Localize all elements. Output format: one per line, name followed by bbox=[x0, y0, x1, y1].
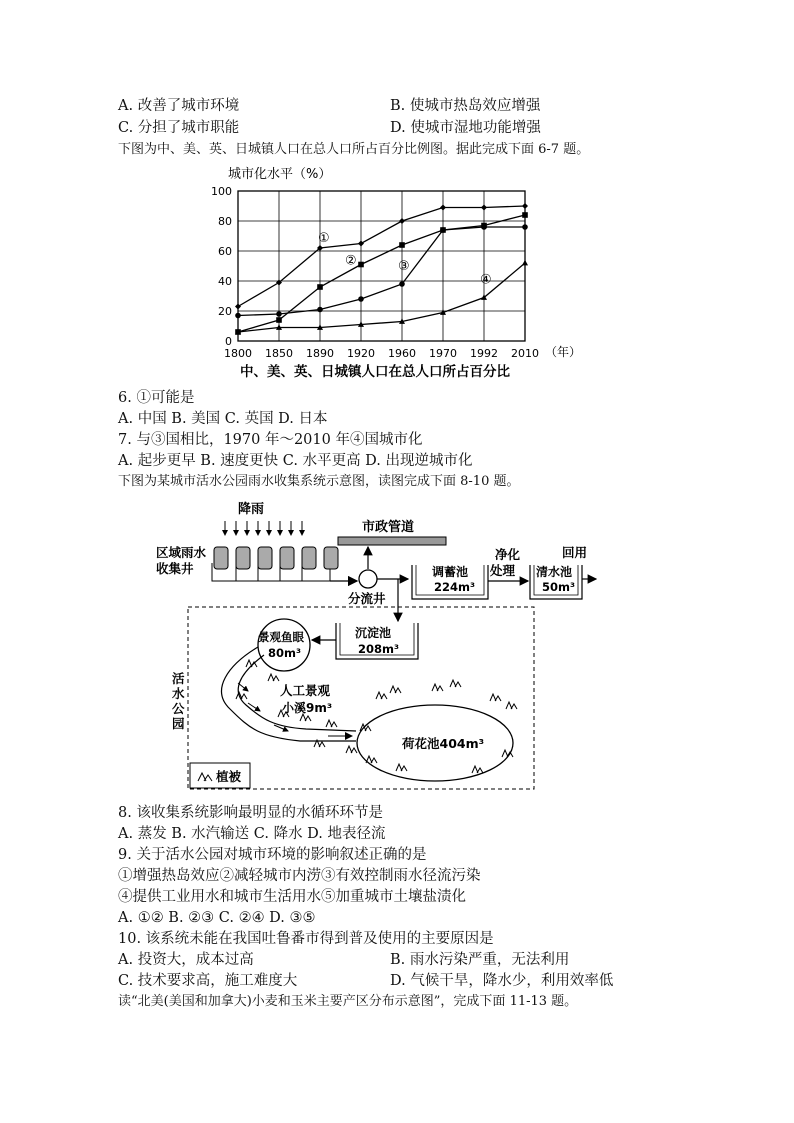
regulating-tank-volume: 224m³ bbox=[434, 580, 476, 594]
x-tick-label: 1992 bbox=[470, 347, 498, 360]
lotus-pond-label: 荷花池404m³ bbox=[402, 736, 485, 751]
q6-stem: 6. ①可能是 bbox=[118, 390, 195, 406]
q10-stem: 10. 该系统未能在我国吐鲁番市得到普及使用的主要原因是 bbox=[118, 931, 494, 947]
y-tick-label: 20 bbox=[218, 305, 232, 318]
chart-title: 城市化水平（%） bbox=[228, 167, 332, 182]
vegetation-icon bbox=[346, 746, 357, 753]
data-point-series-3 bbox=[358, 296, 364, 302]
q9-stem: 9. 关于活水公园对城市环境的影响叙述正确的是 bbox=[118, 847, 427, 863]
y-tick-label: 60 bbox=[218, 245, 232, 258]
y-tick-label: 100 bbox=[211, 185, 232, 198]
vegetation-icon bbox=[246, 660, 257, 667]
q10-option-d: D. 气候干旱，降水少，利用效率低 bbox=[390, 973, 614, 989]
reuse-label: 回用 bbox=[562, 545, 588, 560]
series-label-2: ② bbox=[345, 253, 357, 269]
x-tick-label: 1970 bbox=[429, 347, 457, 360]
data-point-series-3 bbox=[235, 313, 241, 319]
q8-options: A. 蒸发 B. 水汽输送 C. 降水 D. 地表径流 bbox=[118, 826, 386, 842]
data-point-series-3 bbox=[440, 227, 446, 233]
data-point-series-3 bbox=[522, 224, 528, 230]
q5-option-c: C. 分担了城市职能 bbox=[118, 120, 240, 136]
series-line-3 bbox=[238, 227, 525, 316]
rain-label: 降雨 bbox=[238, 502, 265, 517]
data-point-series-1 bbox=[399, 218, 405, 224]
x-tick-label: 1920 bbox=[347, 347, 375, 360]
data-point-series-2 bbox=[317, 284, 323, 290]
q6-options: A. 中国 B. 美国 C. 英国 D. 日本 bbox=[118, 411, 328, 427]
x-tick-label: 1960 bbox=[388, 347, 416, 360]
y-tick-label: 80 bbox=[218, 215, 232, 228]
x-tick-label: 2010 bbox=[511, 347, 539, 360]
data-point-series-1 bbox=[481, 205, 487, 211]
park-label: 活水公园 bbox=[172, 671, 185, 731]
x-tick-label: 1800 bbox=[224, 347, 252, 360]
q9-line2: ④提供工业用水和城市生活用水⑤加重城市土壤盐渍化 bbox=[118, 889, 466, 905]
vegetation-icon bbox=[236, 692, 247, 699]
q5-option-a: A. 改善了城市环境 bbox=[118, 98, 240, 114]
purify-label-1: 净化 bbox=[495, 547, 521, 562]
collector-label-1: 区域雨水 bbox=[156, 545, 207, 560]
splitter-well bbox=[359, 570, 377, 588]
stream-label: 人工景观 bbox=[280, 683, 331, 698]
data-point-series-1 bbox=[522, 203, 528, 209]
x-axis-unit: （年） bbox=[545, 345, 582, 359]
q8-stem: 8. 该收集系统影响最明显的水循环环节是 bbox=[118, 805, 383, 821]
data-point-series-2 bbox=[358, 262, 364, 268]
chart-caption: 中、美、英、日城镇人口在总人口所占百分比 bbox=[240, 364, 510, 380]
clear-tank-volume: 50m³ bbox=[542, 580, 576, 594]
vegetation-icon bbox=[326, 720, 337, 727]
municipal-pipe-label: 市政管道 bbox=[362, 520, 415, 535]
data-point-series-4 bbox=[522, 260, 528, 266]
sediment-tank-volume: 208m³ bbox=[358, 642, 400, 656]
data-point-series-2 bbox=[399, 242, 405, 248]
fish-eye-pond bbox=[258, 619, 310, 671]
data-point-series-2 bbox=[276, 317, 282, 323]
data-point-series-1 bbox=[358, 241, 364, 247]
q7-options: A. 起步更早 B. 速度更快 C. 水平更高 D. 出现逆城市化 bbox=[118, 453, 473, 469]
urbanization-line-chart bbox=[200, 160, 600, 385]
vegetation-icon bbox=[268, 674, 279, 681]
vegetation-icon bbox=[432, 684, 443, 691]
clear-tank-label: 清水池 bbox=[536, 565, 573, 579]
municipal-pipe bbox=[338, 537, 446, 545]
vegetation-icon bbox=[506, 702, 517, 709]
rain-arrows bbox=[225, 521, 302, 535]
series-label-4: ④ bbox=[480, 272, 492, 288]
q10-option-c: C. 技术要求高，施工难度大 bbox=[118, 973, 298, 989]
legend-vegetation-label: 植被 bbox=[216, 769, 242, 784]
vegetation-icon bbox=[300, 714, 311, 721]
y-tick-label: 0 bbox=[225, 335, 232, 348]
data-point-series-3 bbox=[481, 224, 487, 230]
data-point-series-3 bbox=[317, 307, 323, 313]
series-label-3: ③ bbox=[398, 259, 410, 274]
intro-6-7: 下图为中、美、英、日城镇人口在总人口所占百分比例图。据此完成下面 6-7 题。 bbox=[118, 142, 590, 157]
q10-option-b: B. 雨水污染严重，无法利用 bbox=[390, 952, 570, 968]
fish-eye-volume: 80m³ bbox=[268, 646, 302, 660]
q7-stem: 7. 与③国相比，1970 年～2010 年④国城市化 bbox=[118, 432, 423, 448]
series-label-1: ① bbox=[318, 231, 330, 246]
q9-line1: ①增强热岛效应②减轻城市内涝③有效控制雨水径流污染 bbox=[118, 868, 481, 884]
purify-label-2: 处理 bbox=[490, 563, 516, 578]
fish-eye-label: 景观鱼眼 bbox=[258, 630, 304, 644]
vegetation-icon bbox=[390, 686, 401, 693]
data-point-series-1 bbox=[440, 205, 446, 211]
data-point-series-3 bbox=[276, 311, 282, 317]
data-point-series-1 bbox=[235, 304, 241, 310]
rainwater-system-diagram bbox=[150, 495, 600, 795]
data-point-series-2 bbox=[522, 212, 528, 218]
q5-option-d: D. 使城市湿地功能增强 bbox=[390, 120, 541, 136]
intro-11-13: 读“北美(美国和加拿大)小麦和玉米主要产区分布示意图”，完成下面 11-13 题。 bbox=[118, 994, 578, 1009]
regulating-tank-label: 调蓄池 bbox=[432, 565, 469, 579]
splitter-label: 分流井 bbox=[348, 591, 386, 606]
vegetation-icon bbox=[450, 680, 461, 687]
collector-wells bbox=[212, 547, 357, 581]
x-tick-label: 1850 bbox=[265, 347, 293, 360]
q5-option-b: B. 使城市热岛效应增强 bbox=[390, 98, 541, 114]
q9-options: A. ①② B. ②③ C. ②④ D. ③⑤ bbox=[118, 910, 316, 926]
data-point-series-3 bbox=[399, 281, 405, 287]
collector-label-2: 收集井 bbox=[156, 561, 194, 576]
sediment-tank-label: 沉淀池 bbox=[355, 626, 392, 640]
vegetation-icon bbox=[376, 692, 387, 699]
y-tick-label: 40 bbox=[218, 275, 232, 288]
vegetation-icon bbox=[490, 694, 501, 701]
x-tick-label: 1890 bbox=[306, 347, 334, 360]
intro-8-10: 下图为某城市活水公园雨水收集系统示意图，读图完成下面 8-10 题。 bbox=[118, 474, 520, 489]
stream-volume: 小溪9m³ bbox=[282, 701, 333, 715]
q10-option-a: A. 投资大，成本过高 bbox=[118, 952, 254, 968]
